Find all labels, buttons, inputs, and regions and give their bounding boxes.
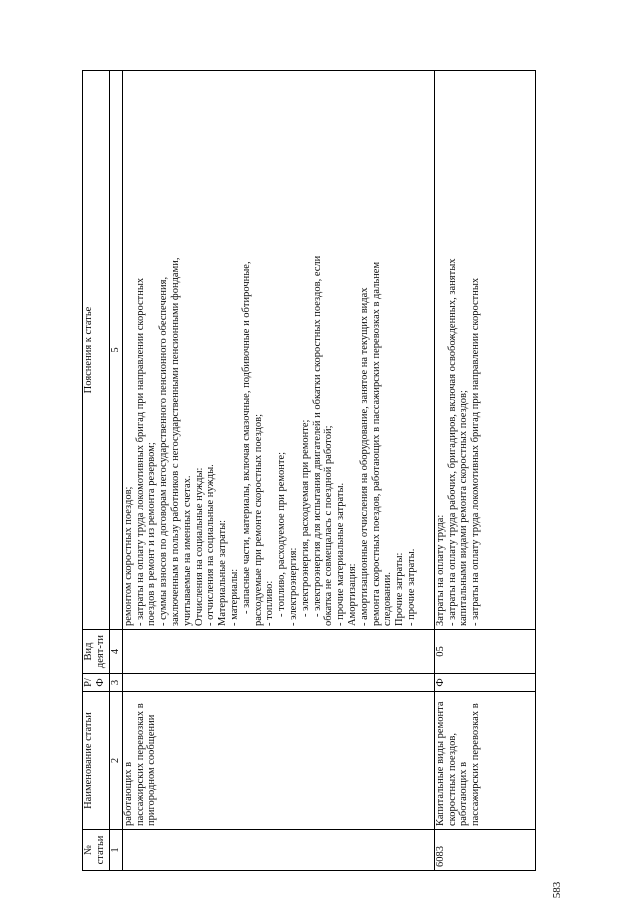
- explanation-line: Отчисления на социальные нужды:: [193, 467, 205, 626]
- explanation-line: учитываемые на именных счетах.: [181, 475, 193, 626]
- article-name-line: пригородном сообщении: [146, 714, 158, 826]
- explanation-line: - амортизационные отчисления на оборудование, занятое на текущих видах: [358, 287, 370, 626]
- header-rf-line: Ф: [94, 678, 106, 687]
- explanation-line: обкатка не совмещалась с поездной работой;: [323, 425, 335, 626]
- explanation-line: - материалы:: [228, 568, 240, 626]
- header-rf: [83, 674, 110, 692]
- explanation-line: Затраты на оплату труда:: [434, 514, 446, 626]
- explanation-line: - затраты на оплату труда рабочих, бригадиров, включая освобожденных, занятых: [446, 258, 458, 626]
- article-rf: [122, 674, 434, 692]
- explanation-line: - затраты на оплату труда локомотивных бригад при направлении скоростных: [470, 277, 482, 626]
- header-rf-line: Р/: [83, 678, 94, 687]
- table-row: [122, 71, 434, 871]
- explanation-line: ремонта скоростных поездов, работающих в пассажирских перевозках в дальнем: [370, 261, 382, 626]
- explanation-line: - прочие материальные затраты.: [335, 482, 347, 626]
- explanation-line: - топливо, расходуемое при ремонте;: [276, 451, 288, 617]
- page-number: 583: [551, 881, 563, 899]
- explanation-line: - суммы взносов по договорам негосударственного пенсионного обеспечения,: [158, 276, 170, 626]
- explanation-line: Прочие затраты:: [394, 552, 406, 626]
- explanation-line: капитальными видами ремонта скоростных поездов;: [458, 390, 470, 626]
- article-rf: Ф: [434, 674, 535, 692]
- header-name: Наименование статьи: [83, 692, 110, 830]
- explanation-line: следовании.: [382, 572, 394, 626]
- article-name-line: работающих в: [122, 761, 134, 826]
- explanation-line: - отчисления на социальные нужды.: [205, 464, 217, 626]
- article-name-line: скоростных поездов,: [446, 733, 458, 826]
- header-activity-line: деят-ти: [94, 634, 106, 669]
- explanation-line: - затраты на оплату труда локомотивных бригад при направлении скоростных: [134, 277, 146, 626]
- articles-table: [82, 70, 536, 871]
- header-number: [83, 830, 110, 871]
- explanation-line: Материальные затраты:: [217, 519, 229, 626]
- explanation-line: - электроэнергия:: [287, 547, 299, 626]
- explanation-line: - прочие затраты.: [405, 548, 417, 626]
- column-numbers-row: [110, 71, 123, 871]
- article-activity: 05: [434, 630, 535, 674]
- article-name-line: пассажирских перевозках в: [470, 703, 482, 826]
- explanation-line: - запасные части, материалы, включая смазочные, подбивочные и обтирочные,: [240, 261, 252, 614]
- article-name-line: работающих в: [458, 761, 470, 826]
- column-number: 3: [110, 674, 123, 692]
- header-number-line: статьи: [94, 835, 106, 865]
- article-explanation: [434, 71, 535, 630]
- article-activity: [122, 630, 434, 674]
- article-number: [122, 830, 434, 871]
- rotated-page: [82, 70, 536, 871]
- column-number: 2: [110, 692, 123, 830]
- column-number: 5: [110, 71, 123, 630]
- explanation-line: - топливо:: [264, 580, 276, 626]
- column-number: 4: [110, 630, 123, 674]
- header-explanation: Пояснения к статье: [83, 71, 110, 630]
- explanation-line: - электроэнергия, расходуемая при ремонте;: [299, 419, 311, 617]
- header-activity: [83, 630, 110, 674]
- header-row: [83, 71, 110, 871]
- explanation-line: Амортизация:: [346, 563, 358, 626]
- article-name: [122, 692, 434, 830]
- article-name: [434, 692, 535, 830]
- header-activity-line: Вид: [83, 642, 94, 661]
- article-name-line: Капитальные виды ремонта: [434, 701, 446, 826]
- explanation-line: расходуемые при ремонте скоростных поездов;: [252, 414, 264, 626]
- article-explanation: [122, 71, 434, 630]
- table-row: [434, 71, 535, 871]
- explanation-line: - электроэнергия для испытания двигателей и обкатки скоростных поездов, если: [311, 255, 323, 617]
- column-number: 1: [110, 830, 123, 871]
- explanation-line: заключенным в пользу работников с негосударственными пенсионными фондами,: [169, 257, 181, 626]
- article-name-line: пассажирских перевозках в: [134, 703, 146, 826]
- article-number: 6083: [434, 830, 535, 871]
- header-number-line: №: [83, 844, 94, 856]
- explanation-line: ремонтом скоростных поездов;: [122, 486, 134, 626]
- explanation-line: поездов в ремонт и из ремонта резервом;: [146, 442, 158, 626]
